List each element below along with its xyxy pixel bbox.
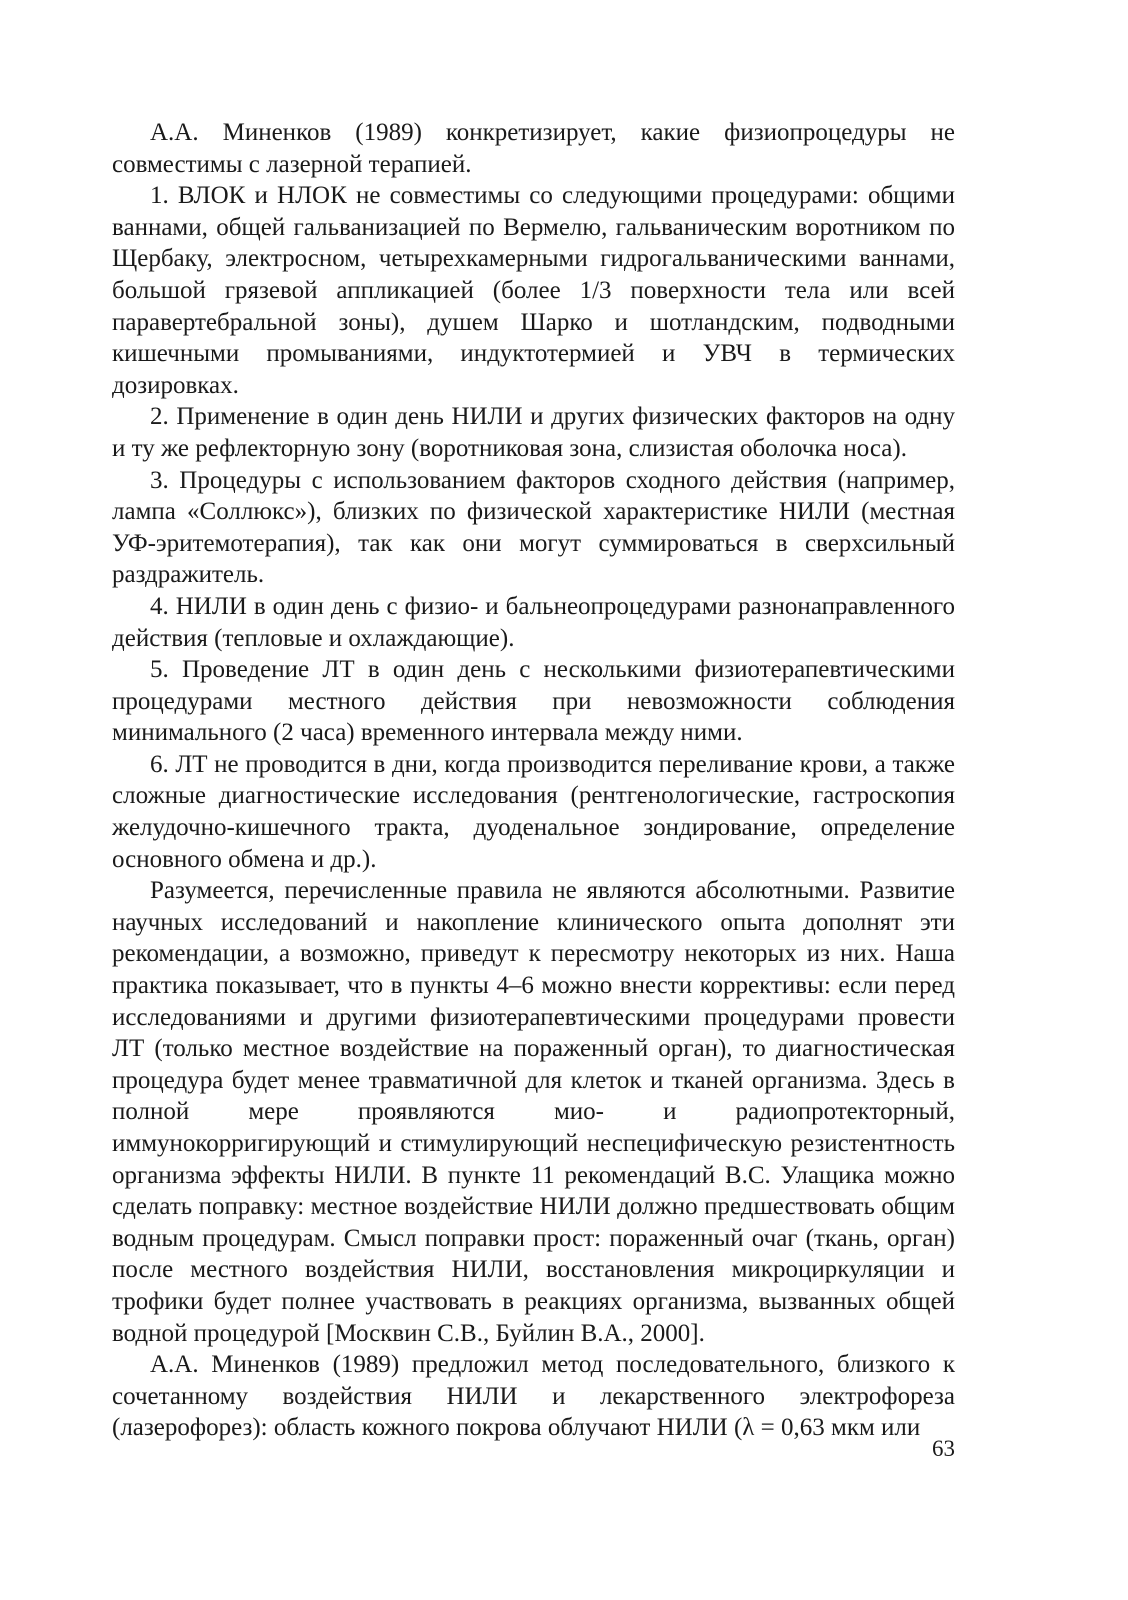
paragraph-item-5: 5. Проведение ЛТ в один день с несколькими физиотерапевтическими процедурами местного действия при невозможности соблюдения минимального (2 часа) временного интервала между ними. [112,656,955,747]
paragraph-discussion: Разумеется, перечисленные правила не являются абсолютными. Развитие научных исследований и накопление клинического опыта дополнят эти рекомендации, а возможно, приведут к пересмотру некоторых из них. Наша практика показывает, что в пункты 4–6 можно внести коррективы: если перед исследованиями и другими физиотерапевтическими процедурами провести ЛТ (только местное воздействие на пораженный орган), то диагностическая процедура будет менее травматичной для клеток и тканей организма. Здесь в полной мере проявляются мио- и радиопротекторный, иммунокорригирующий и стимулирующий неспецифическую резистентность организма эффекты НИЛИ. В пункте 11 рекомендаций В.С. Улащика можно сделать поправку: местное воздействие НИЛИ должно предшествовать общим водным процедурам. Смысл поправки прост: пораженный очаг (ткань, орган) после местного воздействия НИЛИ, восстановления микроциркуляции и трофики будет полнее участвовать в реакциях организма, вызванных общей водной процедурой [Москвин С.В., Буйлин В.А., 2000]. [112,877,955,1347]
paragraph-item-2: 2. Применение в один день НИЛИ и других физических факторов на одну и ту же рефлекторную зону (воротниковая зона, слизистая оболочка носа). [112,403,955,462]
paragraph-laserophoresis: А.А. Миненков (1989) предложил метод последовательного, близкого к сочетанному воздействия НИЛИ и лекарственного электрофореза (лазерофорез): область кожного покрова облучают НИЛИ (λ = 0,63 мкм или [112,1351,955,1442]
paragraph-item-6: 6. ЛТ не проводится в дни, когда производится переливание крови, а также сложные диагностические исследования (рентгенологические, гастроскопия желудочно-кишечного тракта, дуоденальное зондирование, определение основного обмена и др.). [112,750,955,873]
paragraph-item-1: 1. ВЛОК и НЛОК не совместимы со следующими процедурами: общими ваннами, общей гальванизацией по Вермелю, гальваническим воротником по Щербаку, электросном, четырехкамерными гидрогальваническими ваннами, большой грязевой аппликацией (более 1/3 поверхности тела или всей паравертебральной зоны), душем Шарко и шотландским, подводными кишечными промываниями, индуктотермией и УВЧ в термических дозировках. [112,182,955,399]
paragraph-intro: А.А. Миненков (1989) конкретизирует, какие физиопроцедуры не совместимы с лазерной терапией. [112,119,955,178]
page-body [112,117,955,1444]
page-number: 63 [932,1436,955,1461]
paragraph-item-4: 4. НИЛИ в один день с физио- и бальнеопроцедурами разнонаправленного действия (тепловые и охлаждающие). [112,592,955,652]
paragraph-item-3: 3. Процедуры с использованием факторов сходного действия (например, лампа «Соллюкс»), близких по физической характеристике НИЛИ (местная УФ-эритемотерапия), так как они могут суммироваться в сверхсильный раздражитель. [112,466,955,589]
